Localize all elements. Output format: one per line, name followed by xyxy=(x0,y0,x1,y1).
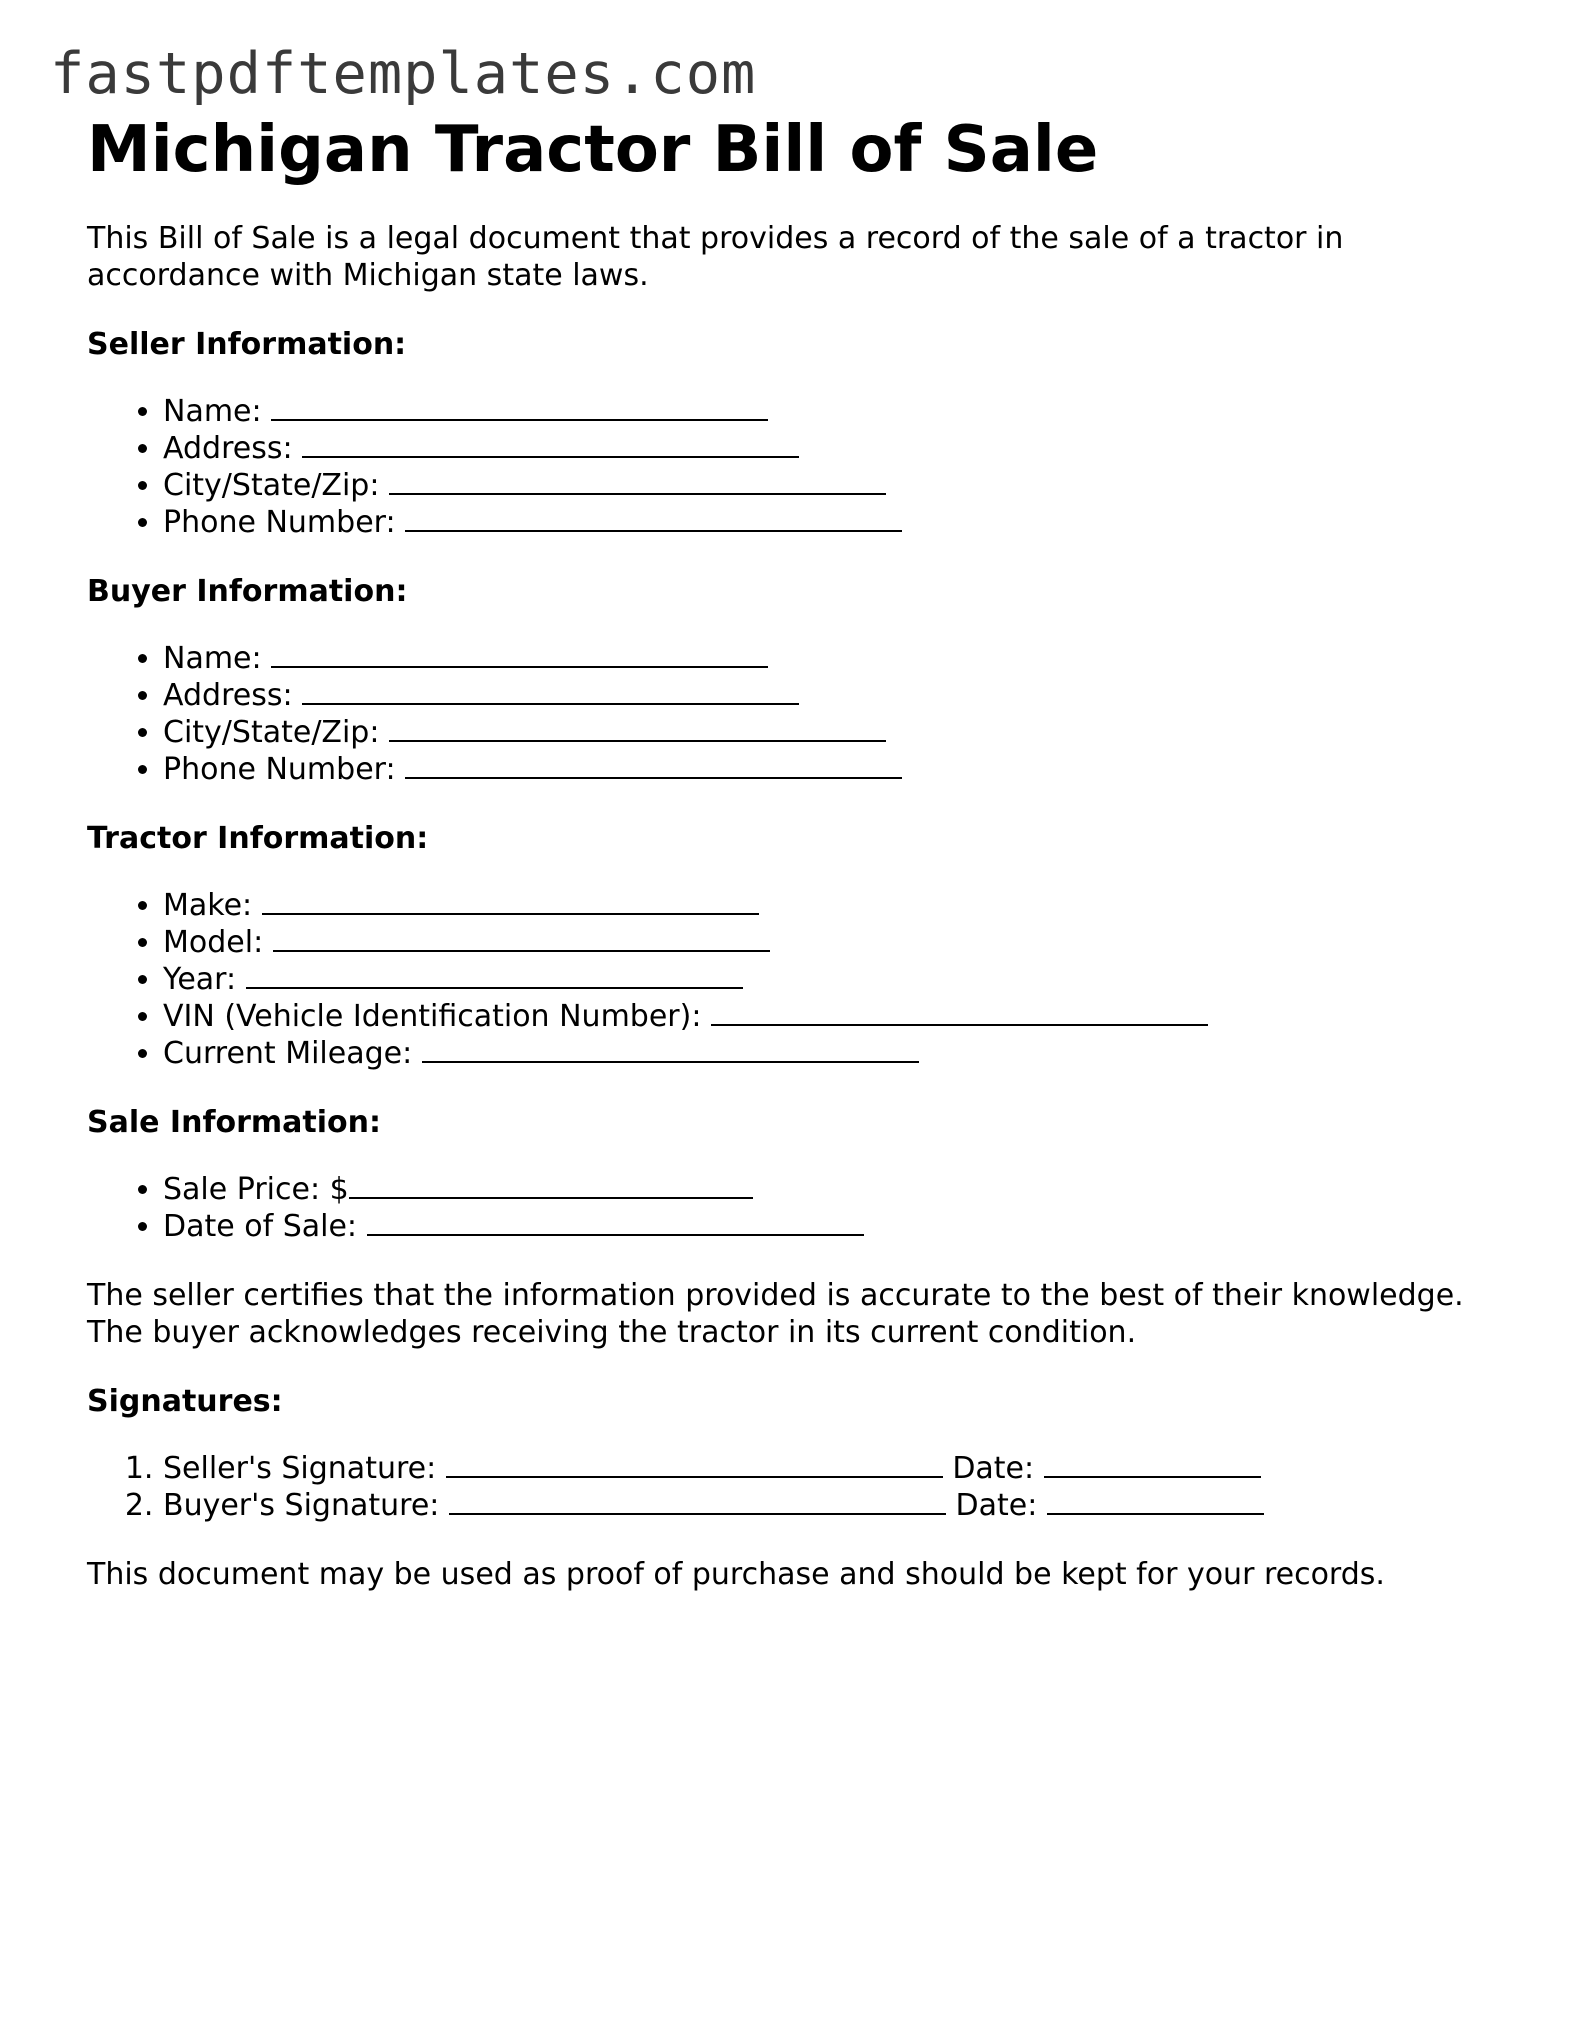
field-label: VIN (Vehicle Identification Number): xyxy=(163,999,702,1034)
buyer-section-heading: Buyer Information: xyxy=(87,574,408,609)
tractor-make-blank[interactable] xyxy=(262,887,759,915)
buyer-city-state-zip-blank[interactable] xyxy=(389,714,886,742)
tractor-model-item xyxy=(163,924,1507,961)
field-label: Date of Sale: xyxy=(163,1209,358,1244)
seller-signature-date-blank[interactable] xyxy=(1044,1450,1261,1478)
buyer-phone-blank[interactable] xyxy=(405,751,902,779)
seller-city-state-zip-blank[interactable] xyxy=(389,467,886,495)
intro-paragraph: This Bill of Sale is a legal document that provides a record of the sale of a tractor in accordance with Michigan state laws. xyxy=(87,221,1344,293)
field-label: Address: xyxy=(163,431,293,466)
watermark: fastpdftemplates.com xyxy=(50,41,757,107)
tractor-make-item xyxy=(163,887,1507,924)
sale-date-blank[interactable] xyxy=(367,1208,864,1236)
tractor-mileage-blank[interactable] xyxy=(422,1035,919,1063)
buyer-address-blank[interactable] xyxy=(302,677,799,705)
buyer-phone-item xyxy=(163,751,1507,788)
document-body xyxy=(87,110,1507,1593)
signature-list xyxy=(87,1450,1507,1524)
sale-price-item xyxy=(163,1171,1507,1208)
seller-phone-blank[interactable] xyxy=(405,504,902,532)
tractor-year-blank[interactable] xyxy=(246,961,743,989)
field-label: City/State/Zip: xyxy=(163,715,380,750)
seller-signature-blank[interactable] xyxy=(446,1450,943,1478)
tractor-year-item xyxy=(163,961,1507,998)
seller-section-heading: Seller Information: xyxy=(87,327,407,362)
buyer-signature-date-blank[interactable] xyxy=(1047,1487,1264,1515)
tractor-model-blank[interactable] xyxy=(273,924,770,952)
field-label: Phone Number: xyxy=(163,505,396,540)
field-label: Current Mileage: xyxy=(163,1036,413,1071)
document-title: Michigan Tractor Bill of Sale xyxy=(87,113,1099,187)
seller-signature-item xyxy=(163,1450,1507,1487)
sale-section-heading: Sale Information: xyxy=(87,1105,381,1140)
field-label: Year: xyxy=(163,962,237,997)
buyer-city-state-zip-item xyxy=(163,714,1507,751)
tractor-vin-blank[interactable] xyxy=(711,998,1208,1026)
sale-price-blank[interactable] xyxy=(349,1171,753,1199)
field-label: Make: xyxy=(163,888,253,923)
seller-phone-item xyxy=(163,504,1507,541)
certification-paragraph: The seller certifies that the information provided is accurate to the best of their knowledge. The buyer acknowledges receiving the tractor in its current condition. xyxy=(87,1278,1464,1350)
field-label: Address: xyxy=(163,678,293,713)
buyer-name-item xyxy=(163,640,1507,677)
date-label: Date: xyxy=(955,1488,1038,1523)
field-label: Model: xyxy=(163,925,264,960)
seller-name-blank[interactable] xyxy=(271,393,768,421)
tractor-section-heading: Tractor Information: xyxy=(87,821,429,856)
footer-paragraph: This document may be used as proof of purchase and should be kept for your records. xyxy=(87,1557,1385,1592)
tractor-vin-item xyxy=(163,998,1507,1035)
buyer-signature-blank[interactable] xyxy=(449,1487,946,1515)
field-label: Buyer's Signature: xyxy=(163,1488,440,1523)
tractor-mileage-item xyxy=(163,1035,1507,1072)
seller-city-state-zip-item xyxy=(163,467,1507,504)
buyer-signature-item xyxy=(163,1487,1507,1524)
signatures-section-heading: Signatures: xyxy=(87,1384,283,1419)
tractor-field-list xyxy=(87,887,1507,1072)
seller-address-blank[interactable] xyxy=(302,430,799,458)
field-label: City/State/Zip: xyxy=(163,468,380,503)
seller-name-item xyxy=(163,393,1507,430)
buyer-name-blank[interactable] xyxy=(271,640,768,668)
seller-address-item xyxy=(163,430,1507,467)
buyer-field-list xyxy=(87,640,1507,788)
sale-field-list xyxy=(87,1171,1507,1245)
sale-date-item xyxy=(163,1208,1507,1245)
field-label: Sale Price: $ xyxy=(163,1172,349,1207)
field-label: Name: xyxy=(163,641,262,676)
field-label: Seller's Signature: xyxy=(163,1451,437,1486)
date-label: Date: xyxy=(952,1451,1035,1486)
buyer-address-item xyxy=(163,677,1507,714)
field-label: Phone Number: xyxy=(163,752,396,787)
field-label: Name: xyxy=(163,394,262,429)
seller-field-list xyxy=(87,393,1507,541)
